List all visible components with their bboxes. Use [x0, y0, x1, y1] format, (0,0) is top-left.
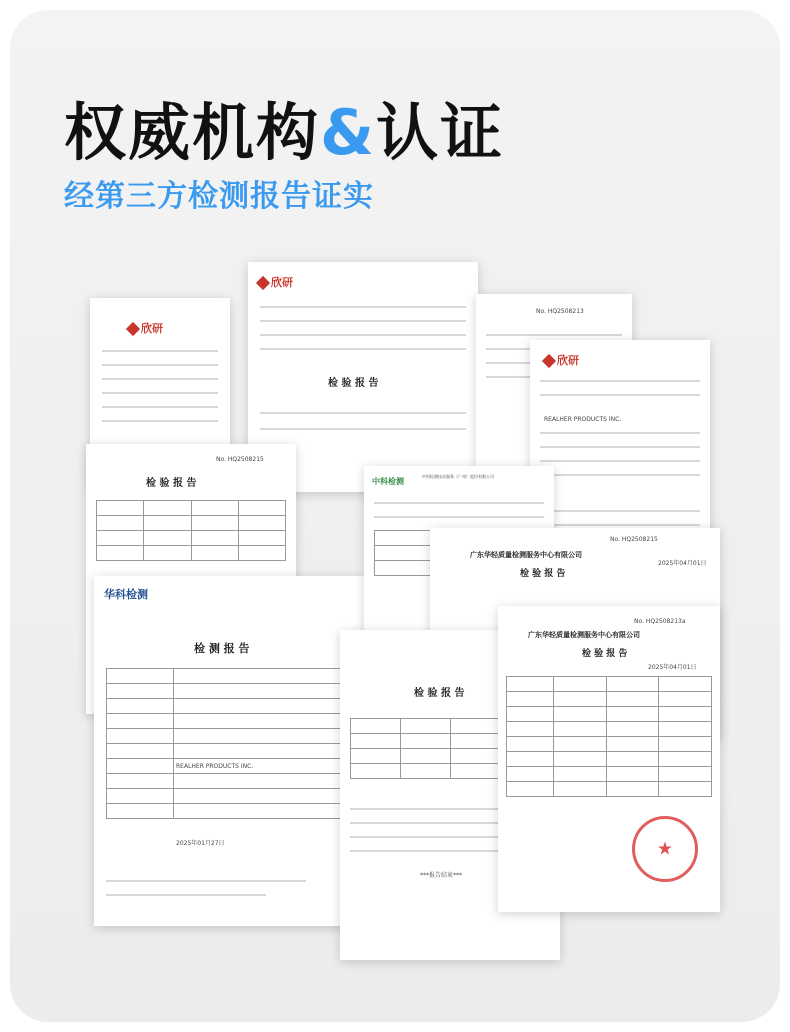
end-marker: ***报告结束***	[420, 872, 463, 879]
sample-info-table	[106, 668, 352, 819]
report-heading: 检 验 报 告	[520, 569, 566, 579]
official-stamp: ★	[632, 816, 698, 882]
cas-logo: 中科检测	[372, 477, 404, 486]
manufacturer-text: REALHER PRODUCTS INC.	[176, 763, 254, 770]
page-subtitle: 经第三方检测报告证实	[64, 179, 374, 214]
report-doc-gd-front-right	[498, 606, 720, 912]
xinyan-logo: 欣研	[544, 352, 579, 368]
report-number: No. HQ2508213a	[634, 618, 686, 625]
cas-lab-name: 中科检测技术服务（广州）股份有限公司	[422, 474, 494, 479]
report-number: No. HQ2508213	[536, 308, 584, 315]
sample-info-table	[506, 676, 712, 797]
report-number: No. HQ2508215	[610, 536, 658, 543]
title-ampersand: &	[320, 96, 377, 169]
huake-logo: 华科检测	[104, 588, 148, 601]
report-heading: 检 验 报 告	[414, 688, 465, 699]
date-text: 2025年01月27日	[176, 840, 225, 847]
report-doc-huake	[94, 576, 364, 926]
page-title	[64, 96, 505, 169]
date-text: 2025年04月01日	[648, 664, 697, 671]
report-heading: 检 验 报 告	[146, 478, 197, 489]
xinyan-logo: 欣研	[258, 274, 293, 290]
manufacturer-text: REALHER PRODUCTS INC.	[544, 416, 622, 423]
report-number: No. HQ2508215	[216, 456, 264, 463]
title-end: 认证	[376, 96, 505, 169]
gd-center-name: 广东华轻质量检测服务中心有限公司	[528, 631, 640, 639]
date-text: 2025年04月01日	[658, 560, 707, 567]
gd-center-name: 广东华轻质量检测服务中心有限公司	[470, 551, 582, 559]
title-main: 权威机构	[64, 96, 321, 169]
xinyan-logo: 欣研	[128, 320, 163, 336]
certification-card	[10, 10, 780, 1022]
report-heading: 检 验 报 告	[582, 649, 628, 659]
report-heading: 检 测 报 告	[194, 642, 250, 655]
test-result-table	[96, 500, 286, 561]
report-heading: 检 验 报 告	[328, 378, 379, 389]
